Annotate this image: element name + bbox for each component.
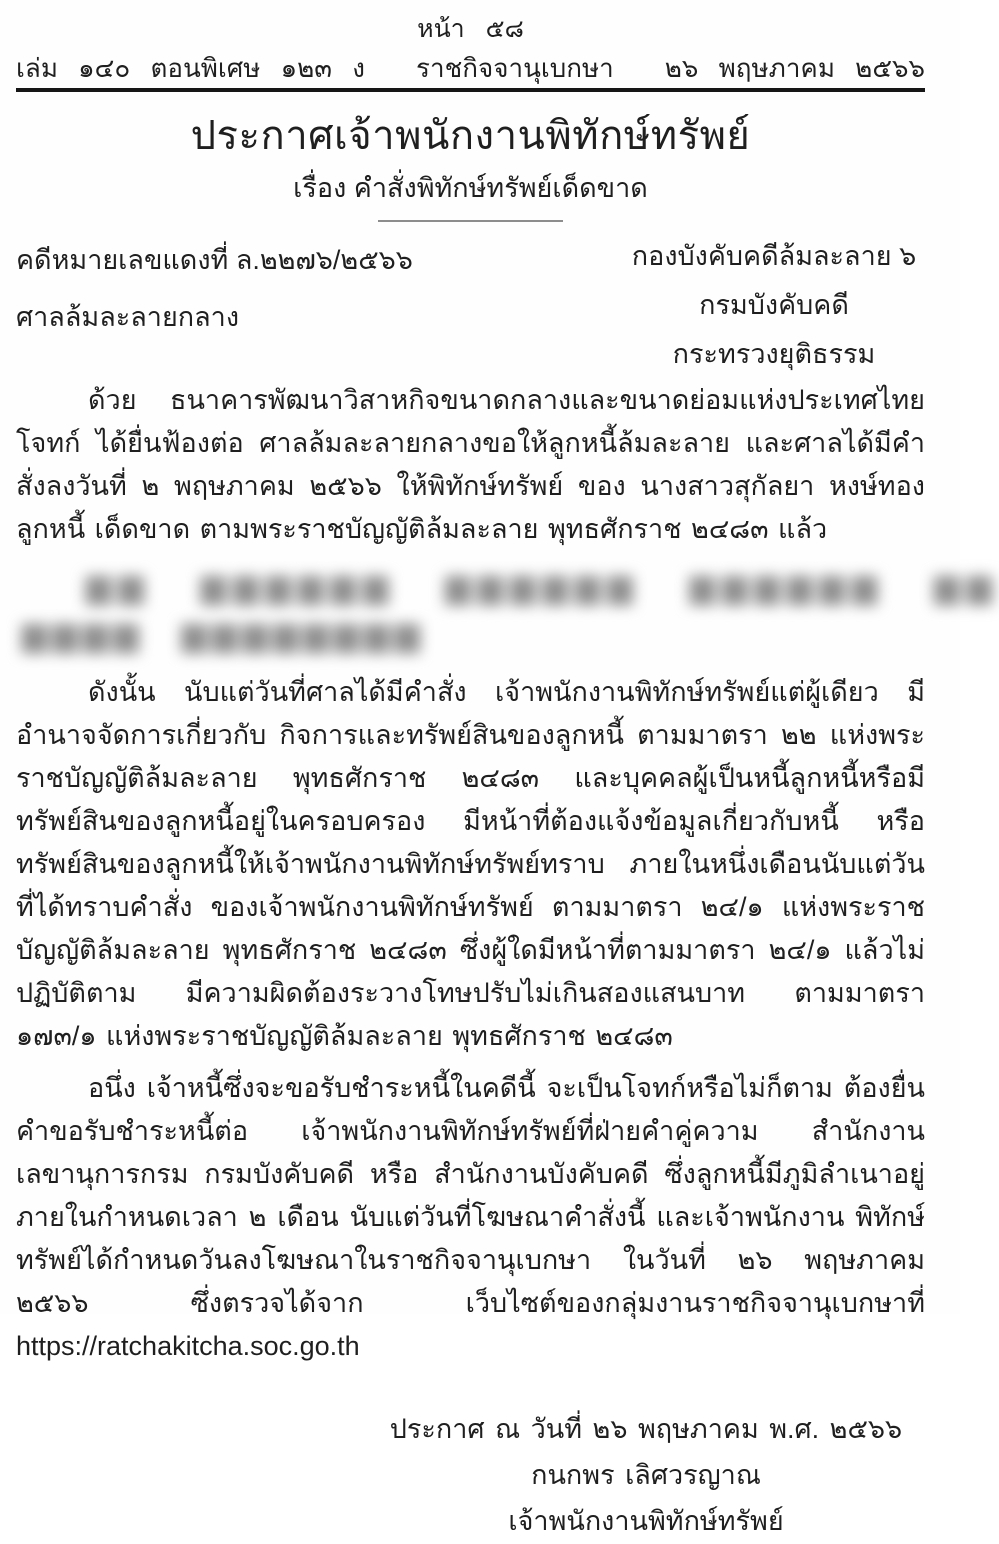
announcement-subject: เรื่อง คำสั่งพิทักษ์ทรัพย์เด็ดขาด [293,173,648,203]
paragraph-filing: ด้วย ธนาคารพัฒนาวิสาหกิจขนาดกลางและขนาดย่อมแห่งประเทศไทย โจทก์ ได้ยื่นฟ้องต่อ ศาลล้มละลายกลางขอให้ลูกหนี้ล้มละลาย และศาลได้มีคำสั่งลงวันที่ ๒ พฤษภาคม ๒๕๖๖ ให้พิทักษ์ทรัพย์ ของ นางสาวสุกัลยา หงษ์ทอง ลูกหนี้ เด็ดขาด ตามพระราชบัญญัติล้มละลาย พุทธศักราช ๒๔๘๓ แล้ว [16,385,925,544]
division-name: กองบังคับคดีล้มละลาย ๖ [631,241,917,271]
paragraph-receiver-powers: ดังนั้น นับแต่วันที่ศาลได้มีคำสั่ง เจ้าพนักงานพิทักษ์ทรัพย์แต่ผู้เดียว มีอำนาจจัดการเกี่ยวกับ กิจการและทรัพย์สินของลูกหนี้ ตามมาตรา ๒๒ แห่งพระราชบัญญัติล้มละลาย พุทธศักราช ๒๔๘๓ และบุคคลผู้เป็นหนี้ลูกหนี้หรือมีทรัพย์สินของลูกหนี้อยู่ในครอบครอง มีหน้าที่ต้องแจ้งข้อมูลเกี่ยวกับหนี้ หรือทรัพย์สินของลูกหนี้ให้เจ้าพนักงานพิทักษ์ทรัพย์ทราบ ภายในหนึ่งเดือนนับแต่วันที่ได้ทราบคำสั่ง ของเจ้าพนักงานพิทักษ์ทรัพย์ ตามมาตรา ๒๔/๑ แห่งพระราชบัญญัติล้มละลาย พุทธศักราช ๒๔๘๓ ซึ่งผู้ใดมีหน้าที่ตามมาตรา ๒๔/๑ แล้วไม่ปฏิบัติตาม มีความผิดต้องระวางโทษปรับไม่เกินสองแสนบาท ตามมาตรา ๑๗๓/๑ แห่งพระราชบัญญัติล้มละลาย พุทธศักราช ๒๔๘๓ [16,677,925,1051]
page-number-label: หน้า ๕๘ [417,15,524,43]
gazette-name: ราชกิจจานุเบกษา [416,53,614,83]
court-name: ศาลล้มละลายกลาง [16,302,240,332]
redacted-text-line: ▆▆▆▆ ▆▆▆▆▆▆▆▆ [22,615,425,652]
announced-date-line: ประกาศ ณ วันที่ ๒๖ พฤษภาคม พ.ศ. ๒๕๖๖ [389,1414,903,1444]
redacted-text-line: ▆▆ ▆▆▆▆▆▆ ▆▆▆▆▆▆ ▆▆▆▆▆▆ ▆▆ [86,567,999,604]
case-info-section [16,232,925,379]
paragraph-creditor-claims [16,1067,925,1368]
redacted-block [16,561,999,657]
gazette-header-row [16,51,925,85]
gazette-date: ๒๖ พฤษภาคม ๒๕๖๖ [664,53,925,83]
header-rule [16,88,925,92]
signature-block [361,1406,931,1544]
volume-info: เล่ม ๑๔๐ ตอนพิเศษ ๑๒๓ ง [16,53,365,83]
case-info-right-column [623,232,925,379]
case-number: คดีหมายเลขแดงที่ ล.๒๒๗๖/๒๕๖๖ [16,245,413,275]
paragraph-creditor-claims-text: อนึ่ง เจ้าหนี้ซึ่งจะขอรับชำระหนี้ในคดีนี้ จะเป็นโจทก์หรือไม่ก็ตาม ต้องยื่นคำขอรับชำระหนี้ต่อ เจ้าพนักงานพิทักษ์ทรัพย์ที่ฝ่ายคำคู่ความ สำนักงานเลขานุการกรม กรมบังคับคดี หรือ สำนักงานบังคับคดี ซึ่งลูกหนี้มีภูมิลำเนาอยู่ ภายในกำหนดเวลา ๒ เดือน นับแต่วันที่โฆษณาคำสั่งนี้ และเจ้าพนักงาน พิทักษ์ทรัพย์ได้กำหนดวันลงโฆษณาในราชกิจจานุเบกษา ในวันที่ ๒๖ พฤษภาคม ๒๕๖๖ ซึ่งตรวจได้จาก เว็บไซต์ของกลุ่มงานราชกิจจานุเบกษาที่ [16,1073,925,1318]
ministry-name: กระทรวงยุติธรรม [672,339,876,369]
signer-title: เจ้าพนักงานพิทักษ์ทรัพย์ [508,1506,784,1536]
department-name: กรมบังคับคดี [699,290,849,320]
gazette-url: https://ratchakitcha.soc.go.th [16,1331,360,1361]
announcement-title: ประกาศเจ้าพนักงานพิทักษ์ทรัพย์ [190,114,751,158]
case-info-left-column [16,232,413,379]
signer-name: กนกพร เลิศวรญาณ [531,1460,761,1490]
title-divider [378,220,563,222]
